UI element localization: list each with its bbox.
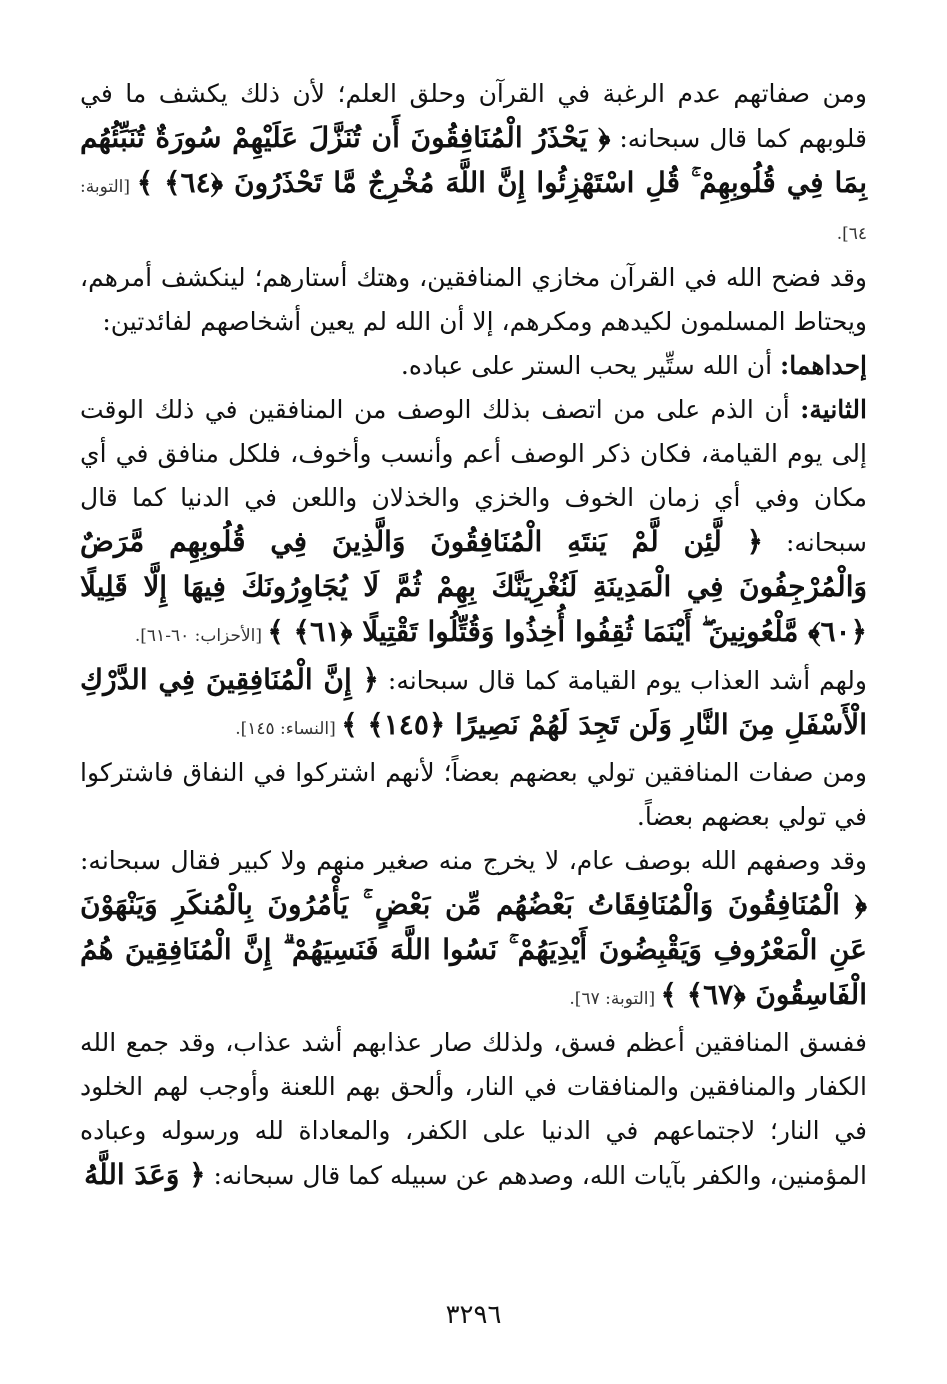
- paragraph-text: ومن صفاتهم عدم الرغبة في القرآن وحلق العلم؛ لأن ذلك يكشف ما في قلوبهم كما قال سبحانه:: [80, 79, 867, 153]
- paragraph-text: ولهم أشد العذاب يوم القيامة كما قال سبحانه:: [378, 666, 867, 695]
- verse-reference: [الأحزاب: ٦٠-٦١].: [134, 626, 268, 646]
- quran-verse: ﴿ الْمُنَافِقُونَ وَالْمُنَافِقَاتُ بَعْضُهُم مِّن بَعْضٍ ۚ يَأْمُرُونَ بِالْمُنكَرِ وَيَنْهَوْنَ عَنِ الْمَعْرُوفِ وَيَقْبِضُونَ أَيْدِيَهُمْ ۚ نَسُوا اللَّهَ فَنَسِيَهُمْ ۗ إِنَّ الْمُنَافِقِينَ هُمُ الْفَاسِقُونَ ﴿٦٧﴾ ﴾: [80, 888, 867, 1011]
- verse-reference: [التوبة: ٦٤].: [80, 177, 867, 244]
- paragraph-greatest-sin: [80, 1021, 867, 1198]
- paragraph-text: ومن صفات المنافقين تولي بعضهم بعضاً؛ لأنهم اشتركوا في النفاق فاشتركوا في تولي بعضهم بعضاً.: [80, 758, 867, 831]
- paragraph-label: إحداهما:: [780, 351, 867, 380]
- paragraph-text: وقد وصفهم الله بوصف عام، لا يخرج منه صغير منهم ولا كبير فقال سبحانه:: [80, 846, 867, 875]
- paragraph-text: أن الذم على من اتصف بذلك الوصف من المنافقين في ذلك الوقت إلى يوم القيامة، فكان ذكر الوصف أعم وأنسب وأخوف، فلكل منافق في أي مكان وفي أي زمان الخوف والخزي والخذلان واللعن في الدنيا كما قال سبحانه:: [80, 395, 867, 557]
- paragraph-quran-desire: [80, 72, 867, 256]
- paragraph-second-benefit: [80, 388, 867, 658]
- paragraph-punishment: [80, 658, 867, 751]
- quran-verse: ﴿ لَّئِن لَّمْ يَنتَهِ الْمُنَافِقُونَ وَالَّذِينَ فِي قُلُوبِهِم مَّرَضٌ وَالْمُرْجِفُونَ فِي الْمَدِينَةِ لَنُغْرِيَنَّكَ بِهِمْ ثُمَّ لَا يُجَاوِرُونَكَ فِيهَا إِلَّا قَلِيلًا ﴿٦٠﴾ مَّلْعُونِينَ ۖ أَيْنَمَا ثُقِفُوا أُخِذُوا وَقُتِّلُوا تَقْتِيلًا ﴿٦١﴾ ﴾: [80, 525, 867, 648]
- paragraph-text: أن الله ستِّير يحب الستر على عباده.: [400, 351, 781, 380]
- page-number: ٣٢٩٦: [445, 1300, 502, 1330]
- verse-reference: [التوبة: ٦٧].: [569, 989, 661, 1009]
- paragraph-label: الثانية:: [800, 395, 867, 424]
- paragraph-text: ففسق المنافقين أعظم فسق، ولذلك صار عذابهم أشد عذاب، وقد جمع الله الكفار والمنافقين والمنافقات في النار، وألحق بهم اللعنة وأوجب لهم الخلود في النار؛ لاجتماعهم في الدنيا على الكفر، والمعاداة لله ورسوله وعباده المؤمنين، والكفر بآيات الله، وصدهم عن سبيله كما قال سبحانه:: [80, 1028, 867, 1190]
- verse-reference: [النساء: ١٤٥].: [235, 719, 342, 739]
- paragraph-text: وقد فضح الله في القرآن مخازي المنافقين، وهتك أستارهم؛ لينكشف أمرهم، ويحتاط المسلمون لكيدهم ومكرهم، إلا أن الله لم يعين أشخاصهم لفائدتين:: [80, 263, 867, 336]
- paragraph-first-benefit: [80, 344, 867, 388]
- paragraph-exposure: [80, 256, 867, 344]
- paragraph-general-description: [80, 839, 867, 1021]
- quran-verse: ﴿ إِنَّ الْمُنَافِقِينَ فِي الدَّرْكِ الْأَسْفَلِ مِنَ النَّارِ وَلَن تَجِدَ لَهُمْ نَصِيرًا ﴿١٤٥﴾ ﴾: [80, 663, 867, 741]
- quran-verse: ﴿ وَعَدَ اللَّهُ: [84, 1158, 206, 1191]
- quran-verse: ﴿ يَحْذَرُ الْمُنَافِقُونَ أَن تُنَزَّلَ عَلَيْهِمْ سُورَةٌ تُنَبِّئُهُم بِمَا فِي قُلُوبِهِمْ ۚ قُلِ اسْتَهْزِئُوا إِنَّ اللَّهَ مُخْرِجٌ مَّا تَحْذَرُونَ ﴿٦٤﴾ ﴾: [80, 121, 867, 199]
- paragraph-mutual-alliance: [80, 751, 867, 839]
